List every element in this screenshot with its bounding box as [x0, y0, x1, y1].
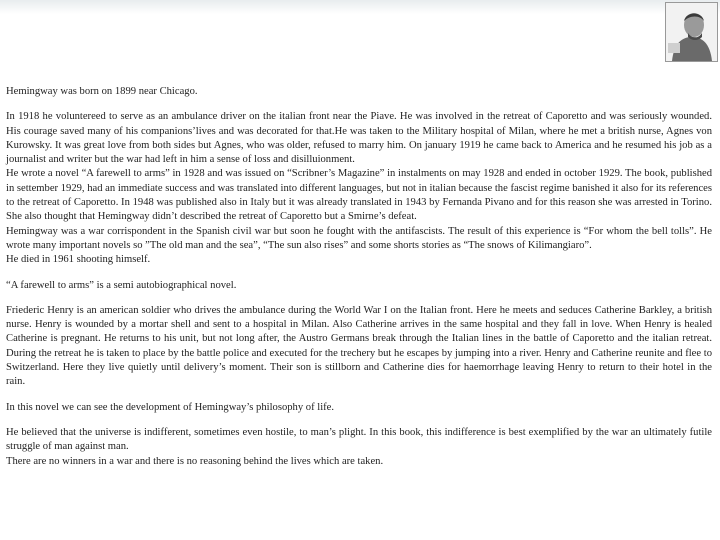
portrait-image	[666, 3, 717, 61]
paragraph-philosophy-intro: In this novel we can see the development of Hemingway’s philosophy of life.	[6, 401, 335, 413]
document-body	[6, 85, 712, 469]
author-portrait-photo	[665, 2, 718, 62]
paragraph-birth: Hemingway was born on 1899 near Chicago.	[6, 86, 198, 97]
paragraph-indifference: He believed that the universe is indifferent, sometimes even hostile, to man’s plight. In this book, this indifference is best exemplified by the war an ultimately futile struggle of man against man.	[6, 426, 712, 453]
paragraph-war-correspondent: Hemingway was a war corrispondent in the Spanish civil war but soon he fought with the antifascists. The result of this experience is “For whom the bell tolls”. He wrote many important novels so ”The old man and the sea”, “The sun also rises” and some shorts stories as “The snows of Kilimangiaro”.	[6, 225, 712, 251]
paragraph-no-winners: There are no winners in a war and there is no reasoning behind the lives which are taken.	[6, 455, 384, 467]
paragraph-novel-publication: He wrote a novel “A farewell to arms” in 1928 and was issued on “Scribner’s Magazine” in instalments on may 1928 and ended in october 1929. The book, published in settember 1929, had an immediate success and was translated into different languages, but not in italian because the fascist regime banished it also for its references to the retreat of Caporetto. In 1948 was published also in Italy but it was already translated in 1943 by Fernanda Pivano and for this reason she was arrested in Torino. She also thought that Hemingway didn’t described the retreat of Caporetto but a Smirne’s defeat.	[6, 168, 712, 223]
paragraph-plot-summary: Friederic Henry is an american soldier who drives the ambulance during the World War I on the Italian front. Here he meets and seduces Catherine Barkley, a british nurse. Henry is wounded by a mortar shell and sent to a hospital in Milan. Also Catherine arrives in the same hospital and they fall in love. When Henry is healed Catherine is pregnant. He returns to his unit, but not long after, the Austro Germans break through the Italian lines in the battle of Caporetto and the italian retreat. During the retreat he is taken to place by the battle police and executed for the trechery but he escapes by jumping into a river. Henry and Catherine reunite and flee to Switzerland. Here they live quietly until delivery’s moment. Their son is stillborn and Catherine dies for haemorrhage leaving Henry to return to their hotel in the rain.	[6, 304, 712, 388]
top-banner	[0, 0, 720, 14]
paragraph-death: He died in 1961 shooting himself.	[6, 254, 151, 266]
paragraph-novel-intro: “A farewell to arms” is a semi autobiographical novel.	[6, 279, 237, 291]
paragraph-war-service: In 1918 he voluntereed to serve as an ambulance driver on the italian front near the Piave. He was involved in the retreat of Caporetto and was seriously wounded. His courage saved many of his companions’lives and was decorated for that.He was taken to the Military hospital of Milan, where he met a british nurse, Agnes von Kurowsky. It was great love from both sides but Agnes, who was older, refused to marry him. On january 1919 he came back to America and he resumed his job as a journalist and writer but the war had left in him a sense of loss and disilluionment.	[6, 111, 712, 166]
